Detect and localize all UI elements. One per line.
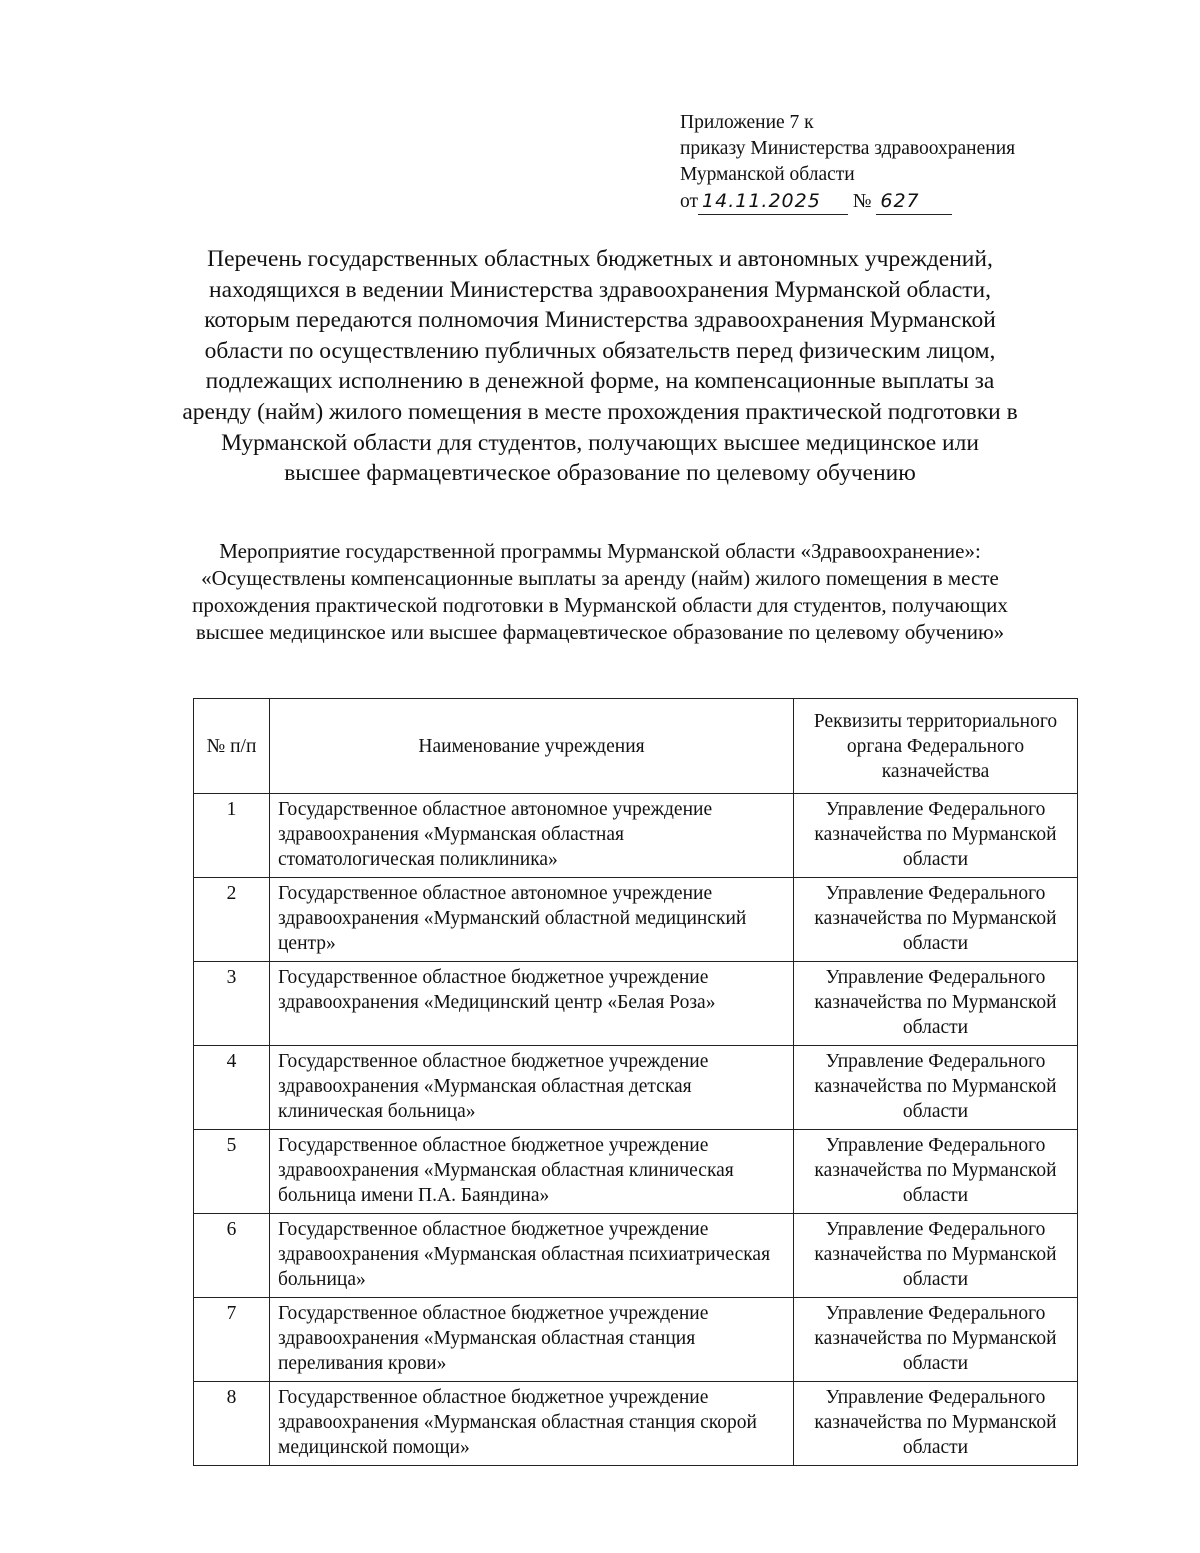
row-num: 7 — [194, 1298, 270, 1382]
row-name: Государственное областное автономное учреждение здравоохранения «Мурманская областная стоматологическая поликлиника» — [270, 794, 794, 878]
order-date: 14.11.2025 — [698, 188, 848, 215]
number-label: № — [852, 191, 872, 212]
row-num: 3 — [194, 962, 270, 1046]
row-name: Государственное областное бюджетное учреждение здравоохранения «Мурманская областная станция скорой медицинской помощи» — [270, 1382, 794, 1466]
table-header-row — [194, 699, 1078, 794]
institutions-table — [193, 698, 1078, 1466]
row-name: Государственное областное бюджетное учреждение здравоохранения «Мурманская областная станция переливания крови» — [270, 1298, 794, 1382]
row-name: Государственное областное бюджетное учреждение здравоохранения «Медицинский центр «Белая Роза» — [270, 962, 794, 1046]
order-number: 627 — [876, 188, 952, 215]
row-treasury: Управление Федерального казначейства по Мурманской области — [794, 794, 1078, 878]
row-treasury: Управление Федерального казначейства по Мурманской области — [794, 1130, 1078, 1214]
document-title: Перечень государственных областных бюджетных и автономных учреждений, находящихся в ведении Министерства здравоохранения Мурманской области, которым передаются полномочия Министерства здравоохранения Мурманской области по осуществлению публичных обязательств перед физическим лицом, подлежащих исполнению в денежной форме, на компенсационные выплаты за аренду (найм) жилого помещения в месте прохождения практической подготовки в Мурманской области для студентов, получающих высшее медицинское или высшее фармацевтическое образование по целевому обучению — [182, 246, 1018, 487]
table-row — [194, 1214, 1078, 1298]
row-name: Государственное областное бюджетное учреждение здравоохранения «Мурманская областная психиатрическая больница» — [270, 1214, 794, 1298]
appendix-line-1: Приложение 7 к — [680, 112, 814, 133]
appendix-line-2: приказу Министерства здравоохранения — [680, 138, 1016, 159]
table-row — [194, 1382, 1078, 1466]
row-treasury: Управление Федерального казначейства по Мурманской области — [794, 1214, 1078, 1298]
table-row — [194, 878, 1078, 962]
table-row — [194, 1130, 1078, 1214]
date-prefix: от — [680, 191, 699, 212]
table-row — [194, 1046, 1078, 1130]
row-treasury: Управление Федерального казначейства по Мурманской области — [794, 1382, 1078, 1466]
appendix-date-line — [680, 188, 1100, 215]
appendix-line-3: Мурманской области — [680, 164, 855, 185]
table-row — [194, 1298, 1078, 1382]
row-treasury: Управление Федерального казначейства по Мурманской области — [794, 962, 1078, 1046]
table-row — [194, 962, 1078, 1046]
row-num: 5 — [194, 1130, 270, 1214]
header-name: Наименование учреждения — [270, 699, 794, 794]
row-num: 4 — [194, 1046, 270, 1130]
row-name: Государственное областное бюджетное учреждение здравоохранения «Мурманская областная детская клиническая больница» — [270, 1046, 794, 1130]
appendix-header — [680, 110, 1100, 215]
row-name: Государственное областное автономное учреждение здравоохранения «Мурманский областной медицинский центр» — [270, 878, 794, 962]
table-row — [194, 794, 1078, 878]
row-name: Государственное областное бюджетное учреждение здравоохранения «Мурманская областная клиническая больница имени П.А. Баяндина» — [270, 1130, 794, 1214]
header-treasury: Реквизиты территориального органа Федерального казначейства — [794, 699, 1078, 794]
program-activity: Мероприятие государственной программы Мурманской области «Здравоохранение»: «Осуществлены компенсационные выплаты за аренду (найм) жилого помещения в месте прохождения практической подготовки в Мурманской области для студентов, получающих высшее медицинское или высшее фармацевтическое образование по целевому обучению» — [192, 539, 1008, 644]
row-num: 2 — [194, 878, 270, 962]
row-treasury: Управление Федерального казначейства по Мурманской области — [794, 1046, 1078, 1130]
row-num: 6 — [194, 1214, 270, 1298]
row-num: 1 — [194, 794, 270, 878]
row-treasury: Управление Федерального казначейства по Мурманской области — [794, 878, 1078, 962]
row-num: 8 — [194, 1382, 270, 1466]
row-treasury: Управление Федерального казначейства по Мурманской области — [794, 1298, 1078, 1382]
header-num: № п/п — [194, 699, 270, 794]
